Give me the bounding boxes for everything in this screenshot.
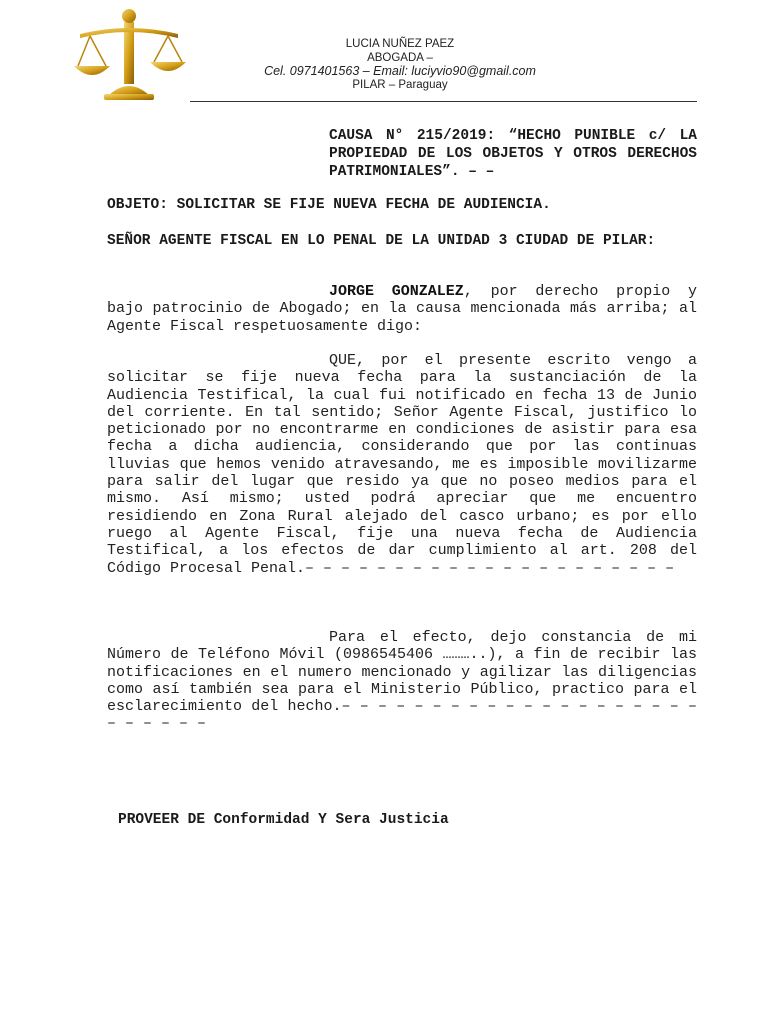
document-subject: OBJETO: SOLICITAR SE FIJE NUEVA FECHA DE AUDIENCIA. (107, 197, 551, 213)
closing-formula: PROVEER DE Conformidad Y Sera Justicia (118, 812, 449, 828)
phone-text: Para el efecto, dejo constancia de mi Número de Teléfono Móvil (0986545406 ………..), a fin de recibir las notificaciones en el numero mencionado y agilizar las diligencias como así también sea para el Ministerio Público, practico para el esclarecimiento del hecho.– – – – – – – – – – – – – – – – – – – – – – – – – – (107, 629, 697, 733)
petitioner-name: JORGE GONZALEZ (329, 283, 464, 300)
lawyer-name: LUCIA NUÑEZ PAEZ (345, 38, 455, 50)
phone-paragraph (107, 629, 697, 733)
intro-text: , por derecho propio y bajo patrocinio de Abogado; en la causa mencionada más arriba; al Agente Fiscal respetuosamente digo: (107, 283, 697, 335)
lawyer-role: ABOGADA – (367, 51, 433, 64)
lawyer-location: PILAR – Paraguay (352, 78, 448, 91)
letterhead (230, 38, 570, 92)
request-text: QUE, por el presente escrito vengo a solicitar se fije nueva fecha para la sustanciación de la Audiencia Testifical, la cual fui notificado en fecha 13 de Junio del corriente. En tal sentido; Señor Agente Fiscal, justifico lo peticionado por no encontrarme en condiciones de asistir para esa fecha a dicha audiencia, considerando que por las continuas lluvias que hemos venido atravesando, me es imposible movilizarme para salir del lugar que resido ya que no poseo medios para el mismo. Así mismo; usted podrá apreciar que me encuentro residiendo en Zona Rural alejado del casco urbano; es por ello ruego al Agente Fiscal, fije una nueva fecha de Audiencia Testifical, a los efectos de dar cumplimiento al art. 208 del Código Procesal Penal.– – – – – – – – – – – – – – – – – – – – – (107, 352, 697, 577)
addressee: SEÑOR AGENTE FISCAL EN LO PENAL DE LA UNIDAD 3 CIUDAD DE PILAR: (107, 233, 656, 249)
case-reference: CAUSA N° 215/2019: “HECHO PUNIBLE c/ LA PROPIEDAD DE LOS OBJETOS Y OTROS DERECHOS PATRIMONIALES”. – – (329, 128, 697, 180)
request-paragraph (107, 352, 697, 577)
lawyer-contact: Cel. 0971401563 – Email: luciyvio90@gmail.com (264, 64, 536, 78)
scales-of-justice-icon (68, 4, 192, 104)
header-divider (190, 101, 697, 102)
intro-paragraph (107, 283, 697, 335)
